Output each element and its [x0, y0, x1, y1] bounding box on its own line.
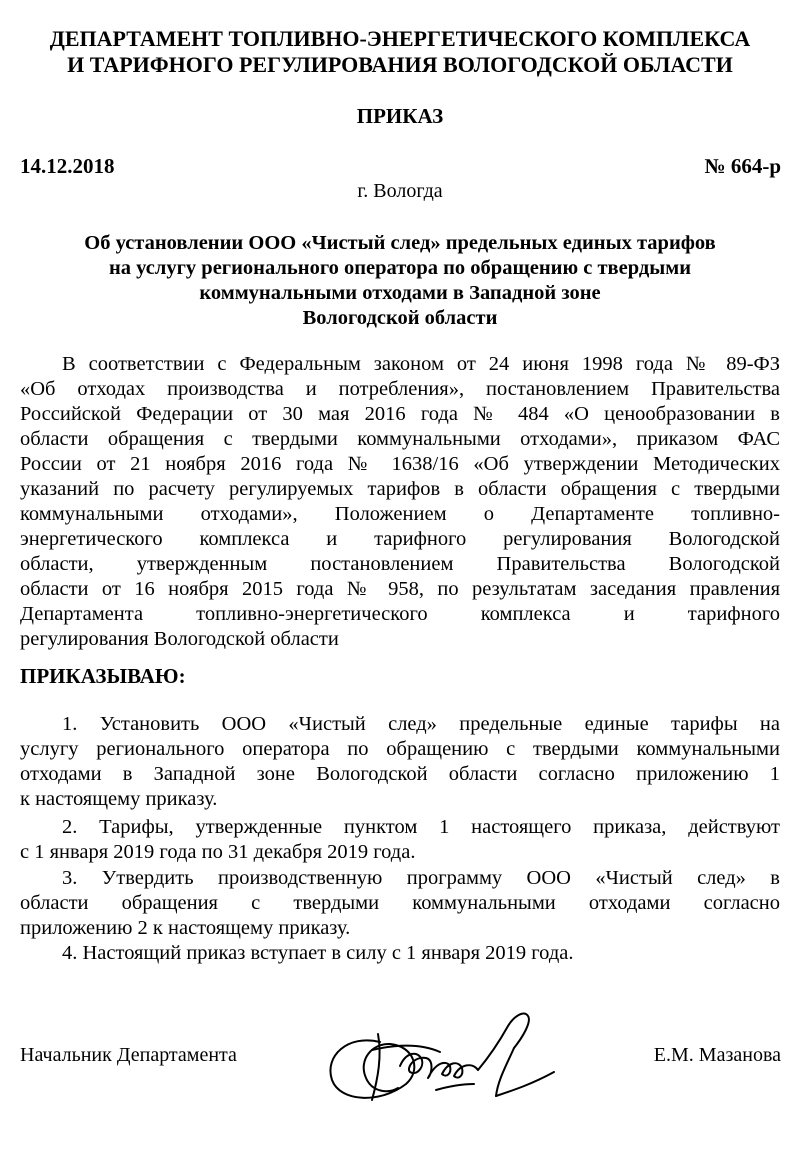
subject-line: Об установлении ООО «Чистый след» предельных единых тарифов	[84, 232, 716, 254]
preamble-line: области обращения с твердыми коммунальными отходами», приказом ФАС	[20, 428, 780, 450]
order-item-4	[20, 941, 780, 966]
item-line: области обращения с твердыми коммунальными отходами согласно	[20, 892, 780, 914]
department-header-line: И ТАРИФНОГО РЕГУЛИРОВАНИЯ ВОЛОГОДСКОЙ ОБЛАСТИ	[67, 52, 733, 77]
item-line: к настоящему приказу.	[20, 788, 218, 810]
item-line: с 1 января 2019 года по 31 декабря 2019 года.	[20, 841, 416, 863]
item-line: 2. Тарифы, утвержденные пунктом 1 настоящего приказа, действуют	[62, 816, 780, 838]
order-subject	[0, 231, 800, 331]
item-line: 3. Утвердить производственную программу ООО «Чистый след» в	[62, 867, 780, 889]
item-line: услугу регионального оператора по обращению с твердыми коммунальными	[20, 738, 780, 760]
item-line: приложению 2 к настоящему приказу.	[20, 917, 351, 939]
subject-line: Вологодской области	[302, 307, 498, 329]
item-line: отходами в Западной зоне Вологодской области согласно приложению 1	[20, 763, 780, 785]
preamble-line: Российской Федерации от 30 мая 2016 года № 484 «О ценообразовании в	[20, 403, 780, 425]
preamble-line: области, утвержденным постановлением Правительства Вологодской	[20, 553, 780, 575]
department-header-line: ДЕПАРТАМЕНТ ТОПЛИВНО-ЭНЕРГЕТИЧЕСКОГО КОМПЛЕКСА	[49, 26, 751, 51]
preamble-line: регулирования Вологодской области	[20, 628, 339, 650]
preamble-line: указаний по расчету регулируемых тарифов в области обращения с твердыми	[20, 478, 780, 500]
preamble-line: коммунальными отходами», Положением о Департаменте топливно-	[20, 503, 780, 525]
order-item-3	[20, 866, 780, 941]
preamble-line: «Об отходах производства и потребления», постановлением Правительства	[20, 378, 780, 400]
subject-line: на услугу регионального оператора по обращению с твердыми	[108, 257, 692, 279]
order-title: ПРИКАЗ	[356, 104, 444, 128]
signatory-name: Е.М. Мазанова	[653, 1044, 781, 1066]
preamble-paragraph	[20, 352, 780, 652]
preamble-line: области от 16 ноября 2015 года № 958, по результатам заседания правления	[20, 578, 780, 600]
order-date: 14.12.2018	[20, 154, 115, 178]
department-header	[0, 26, 800, 78]
preamble-line: Департамента топливно-энергетического комплекса и тарифного	[20, 603, 780, 625]
order-item-1	[20, 712, 780, 812]
order-city: г. Вологда	[357, 180, 443, 202]
decree-heading: ПРИКАЗЫВАЮ:	[20, 664, 186, 688]
preamble-line: России от 21 ноября 2016 года № 1638/16 «Об утверждении Методических	[20, 453, 780, 475]
handwritten-signature	[318, 1004, 568, 1114]
order-item-2	[20, 815, 780, 865]
signatory-position: Начальник Департамента	[20, 1044, 237, 1066]
preamble-line: энергетического комплекса и тарифного регулирования Вологодской	[20, 528, 780, 550]
preamble-line: В соответствии с Федеральным законом от 24 июня 1998 года № 89-ФЗ	[62, 353, 780, 375]
subject-line: коммунальными отходами в Западной зоне	[199, 282, 601, 304]
item-line: 4. Настоящий приказ вступает в силу с 1 января 2019 года.	[62, 942, 574, 964]
order-number: № 664-р	[704, 154, 781, 178]
item-line: 1. Установить ООО «Чистый след» предельные единые тарифы на	[62, 713, 780, 735]
